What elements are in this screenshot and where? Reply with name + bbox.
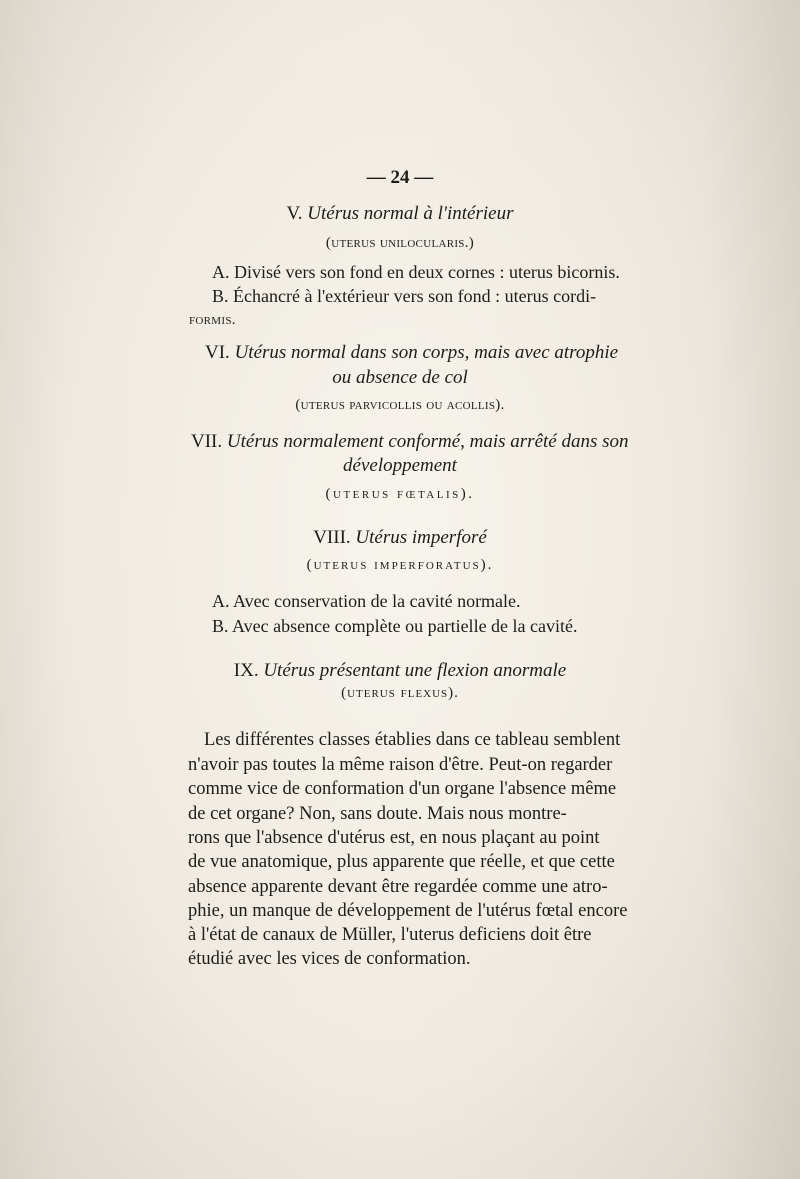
section-number: V. [286,203,303,224]
section-title: Utérus normal dans son corps, mais avec atrophie [234,342,619,363]
section-title: Utérus normalement conformé, mais arrêté dans son [226,431,629,452]
section-vi-latin: (uterus parvicollis ou acollis). [295,397,505,413]
section-title: Utérus normal à l'intérieur [307,203,514,224]
paragraph-line: comme vice de conformation d'un organe l'absence même [188,779,617,799]
paragraph-line: étudié avec les vices de conformation. [188,949,471,969]
section-vii-latin: (uterus fœtalis). [325,486,475,502]
paragraph-line: rons que l'absence d'utérus est, en nous plaçant au point [188,828,600,848]
section-number: VII. [191,431,223,452]
section-vi-heading [205,343,618,362]
section-vii-heading [191,432,629,451]
section-ix-latin: (uterus flexus). [341,685,459,701]
section-viii-latin: (uterus imperforatus). [306,557,494,573]
section-v-heading [0,204,800,223]
section-number: IX. [233,660,259,681]
paragraph-line: n'avoir pas toutes la même raison d'être. Peut-on regarder [188,755,613,775]
section-viii-item-a: A. Avec conservation de la cavité normale. [212,591,521,611]
section-vi-heading-line2: ou absence de col [332,367,468,388]
paragraph-line: de cet organe? Non, sans doute. Mais nous montre- [188,804,567,824]
section-number: VI. [205,342,230,363]
section-ix-heading [0,661,800,680]
section-v-item-b: B. Échancré à l'extérieur vers son fond : uterus cordi- [212,286,597,306]
section-v-item-b-cont: formis. [189,312,236,328]
paragraph-line: phie, un manque de développement de l'utérus fœtal encore [188,901,628,921]
paragraph-line: absence apparente devant être regardée comme une atro- [188,877,608,897]
page-number: — 24 — [366,167,434,188]
paragraph-line: à l'état de canaux de Müller, l'uterus deficiens doit être [188,925,592,945]
section-title: Utérus imperforé [355,527,487,548]
section-viii-item-b: B. Avec absence complète ou partielle de la cavité. [212,616,578,636]
section-viii-heading [0,528,800,547]
paragraph-line: Les différentes classes établies dans ce tableau semblent [204,730,621,750]
section-vii-heading-line2: développement [343,455,457,476]
section-title: Utérus présentant une flexion anormale [263,660,567,681]
section-v-latin: (uterus unilocularis.) [325,235,475,251]
paragraph-line: de vue anatomique, plus apparente que réelle, et que cette [188,852,615,872]
section-v-item-a: A. Divisé vers son fond en deux cornes : uterus bicornis. [212,262,620,282]
section-number: VIII. [313,527,351,548]
